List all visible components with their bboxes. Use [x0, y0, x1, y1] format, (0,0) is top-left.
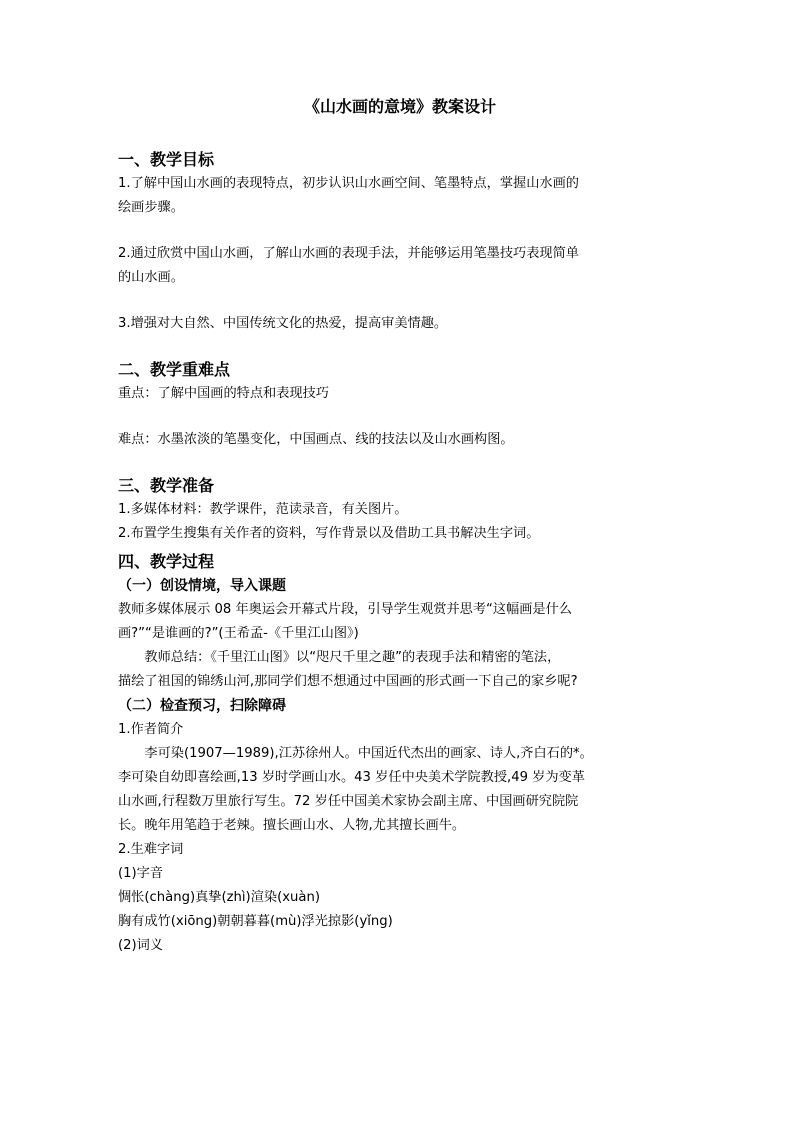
section-heading-objectives: 一、教学目标	[118, 150, 215, 169]
meaning-heading: (2)词义	[118, 938, 164, 953]
objective-1-line-1: 1.了解中国山水画的表现特点，初步认识山水画空间、笔墨特点，掌握山水画的	[118, 176, 579, 191]
author-bio-line-4: 长。晚年用笔趋于老辣。擅长画山水、人物,尤其擅长画牛。	[118, 818, 466, 833]
section-heading-key-points: 二、教学重难点	[118, 360, 231, 379]
document-title: 《山水画的意境》教案设计	[303, 97, 496, 116]
author-bio-line-3: 山水画,行程数万里旅行写生。72 岁任中国美术家协会副主席、中国画研究院院	[118, 794, 579, 809]
vocabulary-heading: 2.生难字词	[118, 842, 184, 857]
preparation-2: 2.布置学生搜集有关作者的资料，写作背景以及借助工具书解决生字词。	[118, 526, 540, 541]
summary-line-1: 教师总结：《千里江山图》以“咫尺千里之趣”的表现手法和精密的笔法，	[144, 650, 561, 665]
subsection-heading-introduction: （一）创设情境，导入课题	[118, 578, 286, 594]
page-content	[118, 96, 682, 958]
author-intro-heading: 1.作者简介	[118, 722, 184, 737]
author-bio-line-1: 李可染(1907—1989),江苏徐州人。中国近代杰出的画家、诗人,齐白石的*。	[144, 746, 593, 761]
pronunciation-line-1: 惆怅(chàng)真挚(zhì)渲染(xuàn)	[118, 890, 320, 905]
subsection-heading-preview: （二）检查预习，扫除障碍	[118, 698, 286, 714]
objective-3: 3.增强对大自然、中国传统文化的热爱，提高审美情趣。	[118, 316, 448, 331]
introduction-line-1: 教师多媒体展示 08 年奥运会开幕式片段，引导学生观赏并思考“这幅画是什么	[118, 602, 572, 617]
section-heading-preparation: 三、教学准备	[118, 476, 215, 495]
objective-2-line-1: 2.通过欣赏中国山水画，了解山水画的表现手法，并能够运用笔墨技巧表现简单	[118, 246, 579, 261]
pronunciation-heading: (1)字音	[118, 866, 164, 881]
summary-line-2: 描绘了祖国的锦绣山河,那同学们想不想通过中国画的形式画一下自己的家乡呢?	[118, 674, 578, 689]
difficulty-point: 难点：水墨浓淡的笔墨变化，中国画点、线的技法以及山水画构图。	[118, 432, 514, 447]
key-point: 重点：了解中国画的特点和表现技巧	[118, 386, 329, 401]
objective-2-line-2: 的山水画。	[118, 270, 184, 285]
preparation-1: 1.多媒体材料：教学课件，范读录音，有关图片。	[118, 502, 408, 517]
objective-1-line-2: 绘画步骤。	[118, 200, 184, 215]
author-bio-line-2: 李可染自幼即喜绘画,13 岁时学画山水。43 岁任中央美术学院教授,49 岁为变革	[118, 770, 585, 785]
section-heading-process: 四、教学过程	[118, 552, 215, 571]
pronunciation-line-2: 胸有成竹(xiōng)朝朝暮暮(mù)浮光掠影(yǐng)	[118, 914, 393, 929]
introduction-line-2: 画?”“是谁画的?”(王希孟-《千里江山图》)	[118, 626, 359, 641]
